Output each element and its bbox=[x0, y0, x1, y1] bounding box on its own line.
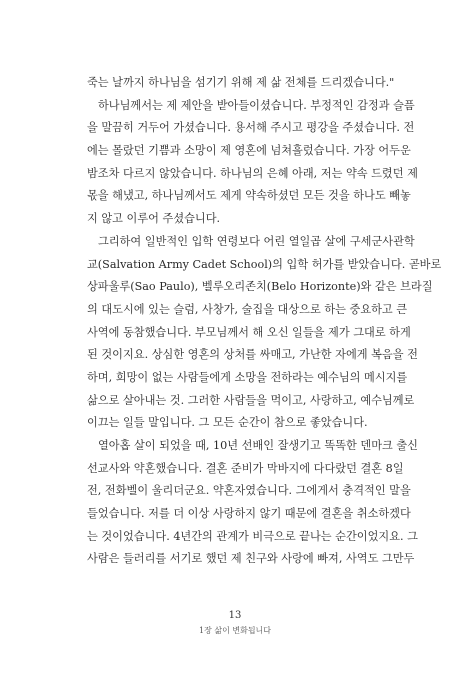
text-line: 죽는 날까지 하나님을 섬기기 위해 제 삶 전체를 드리겠습니다." bbox=[87, 76, 395, 89]
text-line: 밤조차 다르지 않았습니다. 하나님의 은혜 아래, 저는 약속 드렸던 제 bbox=[87, 166, 418, 180]
text-line: 사람은 들러리를 서기로 했던 제 친구와 사랑에 빠져, 사역도 그만두 bbox=[87, 552, 415, 566]
text-line: 지 않고 이루어 주셨습니다. bbox=[87, 212, 221, 226]
page-number: 13 bbox=[228, 610, 242, 621]
body-text bbox=[87, 72, 442, 571]
text-line: 된 것이지요. 상심한 영혼의 상처를 싸매고, 가난한 자에게 복음을 전 bbox=[87, 348, 418, 362]
paragraph bbox=[87, 435, 418, 571]
text-line: 을 말끔히 거두어 가셨습니다. 용서해 주시고 평강을 주셨습니다. 전 bbox=[87, 121, 415, 135]
text-line: 는 것이었습니다. 4년간의 관계가 비극으로 끝나는 순간이었지요. 그 bbox=[87, 529, 418, 543]
text-line: 열아홉 살이 되었을 때, 10년 선배인 잘생기고 똑똑한 덴마크 출신 bbox=[98, 439, 418, 452]
text-line: 이끄는 일들 말입니다. 그 모든 순간이 참으로 좋았습니다. bbox=[87, 416, 368, 430]
paragraph bbox=[87, 72, 397, 95]
text-line: 삶으로 살아내는 것. 그러한 사람들을 먹이고, 사랑하고, 예수님께로 bbox=[87, 393, 415, 407]
text-line: 선교사와 약혼했습니다. 결혼 준비가 막바지에 다다랐던 결혼 8일 bbox=[87, 461, 404, 475]
running-footer: 1장 삶이 변화됩니다 bbox=[199, 626, 271, 635]
paragraph bbox=[87, 95, 418, 231]
text-line: 에는 몰랐던 기쁨과 소망이 제 영혼에 넘쳐흘렀습니다. 가장 어두운 bbox=[87, 144, 411, 158]
text-line: 의 대도시에 있는 슬럼, 사창가, 술집을 대상으로 하는 중요하고 큰 bbox=[87, 302, 408, 316]
paragraph bbox=[87, 231, 442, 435]
text-line: 하나님께서는 제 제안을 받아들이셨습니다. 부정적인 감정과 슬픔 bbox=[98, 98, 415, 112]
text-line: 상파울루(Sao Paulo), 벨루오리존치(Belo Horizonte)와 같은 브라질 bbox=[87, 280, 433, 294]
text-line: 들었습니다. 저를 더 이상 사랑하지 않기 때문에 결혼을 취소하겠다 bbox=[87, 507, 411, 521]
text-line: 사역에 동참했습니다. 부모님께서 해 오신 일들을 제가 그대로 하게 bbox=[87, 325, 411, 339]
text-line: 그리하여 일반적인 입학 연령보다 어린 열일곱 살에 구세군사관학 bbox=[98, 234, 415, 248]
text-line: 몫을 해냈고, 하나님께서도 제게 약속하셨던 모든 것을 하나도 빼놓 bbox=[87, 189, 411, 203]
text-line: 전, 전화벨이 울리더군요. 약혼자였습니다. 그에게서 충격적인 말을 bbox=[87, 484, 411, 498]
text-line: 하며, 희망이 없는 사람들에게 소망을 전하라는 예수님의 메시지를 bbox=[87, 370, 408, 384]
text-line: 교(Salvation Army Cadet School)의 입학 허가를 받았습니다. 곧바로 bbox=[87, 257, 442, 271]
